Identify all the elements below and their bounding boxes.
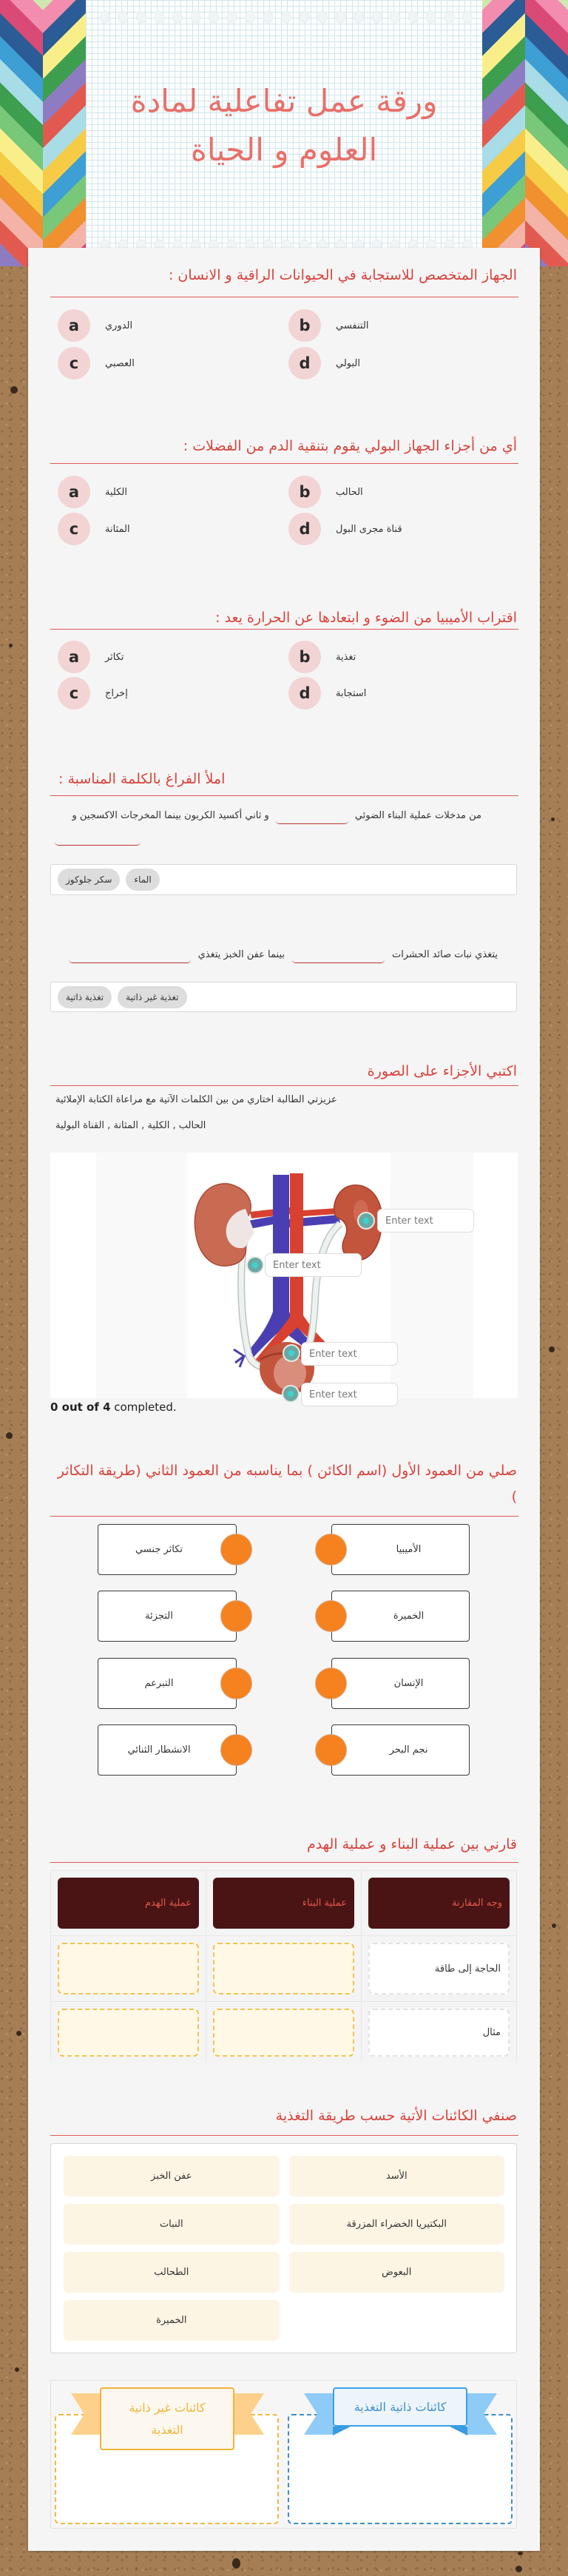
section-title: صلي من العمود الأول (اسم الكائن ) بما يناسبه من العمود الثاني (طريقة التكاثر ) bbox=[57, 1463, 517, 1505]
hotspot-marker[interactable] bbox=[283, 1344, 300, 1362]
match-connector-dot[interactable] bbox=[315, 1668, 347, 1699]
option-letter-badge: d bbox=[288, 513, 321, 545]
chevron-stripes bbox=[525, 0, 568, 266]
option-c[interactable] bbox=[58, 677, 128, 709]
cork-speck bbox=[10, 386, 18, 394]
chevron-stripes bbox=[0, 0, 43, 266]
word-chip[interactable]: سكر جلوكوز bbox=[58, 869, 120, 891]
title-line-1: ورقة عمل تفاعلية لمادة bbox=[130, 83, 438, 119]
option-a[interactable] bbox=[58, 476, 127, 508]
section-title: قارني بين عملية البناء و عملية الهدم bbox=[307, 1836, 517, 1852]
match-item-organism[interactable]: الإنسان bbox=[331, 1658, 470, 1709]
header-label: وجه المقارنة bbox=[368, 1878, 510, 1929]
cork-speck bbox=[232, 2558, 240, 2569]
option-letter-badge: a bbox=[58, 476, 90, 508]
option-label: الدوري bbox=[105, 320, 133, 331]
option-label: قناة مجرى البول bbox=[336, 523, 402, 535]
word-chip[interactable]: تغذية ذاتية bbox=[58, 986, 112, 1008]
instruction-text: عزيزتي الطالبة اختاري من بين الكلمات الآتية مع مراعاة الكتابة الإملائية bbox=[55, 1094, 337, 1105]
hotspot-marker[interactable] bbox=[357, 1212, 375, 1230]
option-b[interactable] bbox=[288, 641, 356, 673]
draggable-item[interactable]: الخميرة bbox=[64, 2300, 280, 2341]
option-letter-badge: b bbox=[288, 641, 321, 673]
match-item-organism[interactable]: الأميبيا bbox=[331, 1524, 470, 1575]
cork-speck bbox=[515, 2566, 522, 2572]
cork-speck bbox=[549, 1346, 555, 1352]
table-drop-cell bbox=[206, 2002, 361, 2063]
match-item-reproduction[interactable]: تكاثر جنسي bbox=[98, 1524, 237, 1575]
cork-speck bbox=[9, 644, 13, 647]
drop-zone[interactable] bbox=[213, 1943, 354, 1995]
section-title: املأ الفراغ بالكلمة المناسبة : bbox=[58, 771, 226, 787]
row-label: مثال bbox=[368, 2009, 510, 2057]
option-label: العصبي bbox=[105, 357, 135, 369]
word-list: الحالب , الكلية , المثانة , القناة البولية bbox=[55, 1120, 206, 1131]
binder-holes-top bbox=[96, 10, 475, 24]
option-label: إخراج bbox=[105, 687, 128, 699]
match-connector-dot[interactable] bbox=[315, 1600, 347, 1632]
question-title: الجهاز المتخصص للاستجابة في الحيوانات الراقية و الانسان : bbox=[168, 267, 517, 283]
cork-speck bbox=[552, 1923, 556, 1928]
draggable-item[interactable]: عفن الخبز bbox=[64, 2156, 280, 2196]
match-connector-dot[interactable] bbox=[220, 1734, 252, 1766]
option-letter-badge: d bbox=[288, 677, 321, 709]
label-input-3[interactable] bbox=[301, 1342, 398, 1366]
option-label: البولي bbox=[336, 357, 361, 369]
draggable-item[interactable]: الأسد bbox=[289, 2156, 505, 2196]
option-label: تغذية bbox=[336, 651, 356, 663]
match-connector-dot[interactable] bbox=[315, 1734, 347, 1766]
option-letter-badge: a bbox=[58, 641, 90, 673]
chevron-border-left bbox=[0, 0, 86, 266]
completion-suffix: completed. bbox=[110, 1400, 177, 1414]
table-drop-cell bbox=[51, 2002, 206, 2063]
table-header-cell bbox=[206, 1871, 361, 1935]
option-c[interactable] bbox=[58, 513, 130, 545]
classify-item-pool bbox=[50, 2143, 517, 2353]
match-item-reproduction[interactable]: التجزئة bbox=[98, 1591, 237, 1642]
option-b[interactable] bbox=[288, 309, 368, 342]
blank-input[interactable] bbox=[69, 947, 191, 963]
grid-paper bbox=[86, 0, 482, 266]
sentence-text: بينما عفن الخبز يتغذي bbox=[197, 949, 285, 960]
cork-speck bbox=[16, 2031, 21, 2036]
option-letter-badge: c bbox=[58, 347, 90, 380]
completion-status bbox=[50, 1400, 177, 1414]
section-title: اكتبي الأجزاء على الصورة bbox=[367, 1063, 517, 1079]
divider bbox=[50, 463, 518, 464]
table-row-label-cell bbox=[362, 1936, 516, 2001]
hotspot-marker[interactable] bbox=[282, 1385, 300, 1403]
draggable-item[interactable]: الطحالب bbox=[64, 2252, 280, 2293]
divider bbox=[50, 1862, 518, 1863]
table-row-label-cell bbox=[362, 2002, 516, 2063]
row-label: الحاجة إلى طاقة bbox=[368, 1943, 510, 1995]
drop-zone[interactable] bbox=[58, 1943, 199, 1995]
comparison-table bbox=[50, 1870, 517, 2063]
option-letter-badge: b bbox=[288, 476, 321, 508]
option-d[interactable] bbox=[288, 513, 402, 545]
divider bbox=[50, 1085, 518, 1086]
bucket-label-heterotrophs: كائنات غير ذاتية التغذية bbox=[100, 2387, 234, 2450]
blank-input[interactable] bbox=[292, 947, 385, 963]
fill-sentence-1 bbox=[72, 808, 481, 824]
option-letter-badge: a bbox=[58, 309, 90, 342]
blank-input[interactable] bbox=[55, 829, 141, 846]
table-header-cell bbox=[362, 1871, 516, 1935]
divider bbox=[50, 2135, 518, 2136]
option-d[interactable] bbox=[288, 347, 360, 380]
option-label: المثانة bbox=[105, 523, 130, 535]
word-chip[interactable]: الماء bbox=[126, 869, 159, 891]
table-drop-cell bbox=[51, 1936, 206, 2001]
header-banner bbox=[0, 0, 568, 266]
drop-zone[interactable] bbox=[58, 2009, 199, 2057]
header-label: عملية البناء bbox=[213, 1878, 354, 1929]
cork-speck bbox=[551, 817, 555, 821]
label-input-4[interactable] bbox=[301, 1383, 398, 1406]
match-item-organism[interactable]: الخميرة bbox=[331, 1591, 470, 1642]
match-connector-dot[interactable] bbox=[220, 1534, 252, 1565]
option-c[interactable] bbox=[58, 347, 135, 380]
option-a[interactable] bbox=[58, 309, 132, 342]
completion-count: 0 out of 4 bbox=[50, 1400, 111, 1414]
label-input-2[interactable] bbox=[265, 1253, 362, 1277]
draggable-item[interactable]: البكتيريا الخضراء المزرقة bbox=[289, 2204, 505, 2245]
draggable-item[interactable]: البعوض bbox=[289, 2252, 505, 2293]
page-title bbox=[86, 77, 482, 175]
table-drop-cell bbox=[206, 1936, 361, 2001]
question-title: أي من أجزاء الجهاز البولي يقوم بتنقية الدم من الفضلات : bbox=[183, 438, 517, 454]
cork-speck bbox=[15, 2367, 19, 2372]
sentence-text: و ثاني أكسيد الكربون بينما المخرجات الاكسجين و bbox=[72, 810, 269, 821]
match-item-reproduction[interactable]: التبرعم bbox=[98, 1658, 237, 1709]
draggable-item[interactable]: النبات bbox=[64, 2204, 280, 2245]
blank-input[interactable] bbox=[276, 808, 348, 824]
divider bbox=[50, 795, 518, 796]
option-letter-badge: d bbox=[288, 347, 321, 380]
fill-sentence-2 bbox=[69, 947, 498, 963]
option-label: الحالب bbox=[336, 486, 363, 498]
option-label: التنفسي bbox=[336, 320, 369, 331]
cork-speck bbox=[518, 2552, 523, 2555]
match-item-reproduction[interactable]: الانشطار الثنائي bbox=[98, 1724, 237, 1776]
word-chip[interactable]: تغذية غير ذاتية bbox=[118, 986, 186, 1008]
option-label: الكلية bbox=[105, 486, 127, 498]
match-connector-dot[interactable] bbox=[220, 1600, 252, 1632]
bucket-label-autotrophs: كائنات ذاتية التغذية bbox=[333, 2387, 467, 2427]
sentence-text: يتغذي نبات صائد الحشرات bbox=[392, 949, 498, 960]
option-label: تكاثر bbox=[105, 651, 124, 663]
question-title: اقتراب الأميبيا من الضوء و ابتعادها عن الحرارة يعد : bbox=[215, 610, 517, 626]
title-line-2: العلوم و الحياة bbox=[190, 132, 378, 168]
option-b[interactable] bbox=[288, 476, 363, 508]
chevron-stripes bbox=[482, 0, 525, 266]
option-label: استجابة bbox=[336, 687, 367, 699]
match-connector-dot[interactable] bbox=[315, 1534, 347, 1565]
word-bank bbox=[50, 982, 517, 1012]
option-letter-badge: b bbox=[288, 309, 321, 342]
match-item-organism[interactable]: نجم البحر bbox=[331, 1724, 470, 1776]
word-bank bbox=[50, 864, 517, 895]
match-connector-dot[interactable] bbox=[220, 1668, 252, 1699]
header-label: عملية الهدم bbox=[58, 1878, 199, 1929]
divider bbox=[50, 1516, 518, 1517]
sentence-text: من مدخلات عملية البناء الضوئي bbox=[354, 810, 481, 821]
option-letter-badge: c bbox=[58, 513, 90, 545]
hotspot-marker[interactable] bbox=[246, 1256, 264, 1274]
label-input-1[interactable] bbox=[377, 1209, 474, 1233]
cork-speck bbox=[6, 1432, 13, 1439]
option-letter-badge: c bbox=[58, 677, 90, 709]
option-a[interactable] bbox=[58, 641, 124, 673]
option-d[interactable] bbox=[288, 677, 366, 709]
drop-zone[interactable] bbox=[213, 2009, 354, 2057]
divider bbox=[50, 629, 518, 630]
chevron-border-right bbox=[482, 0, 568, 266]
section-title: صنفي الكائنات الأتية حسب طريقة التغذية bbox=[275, 2108, 517, 2124]
table-header-cell bbox=[51, 1871, 206, 1935]
chevron-stripes bbox=[43, 0, 86, 266]
